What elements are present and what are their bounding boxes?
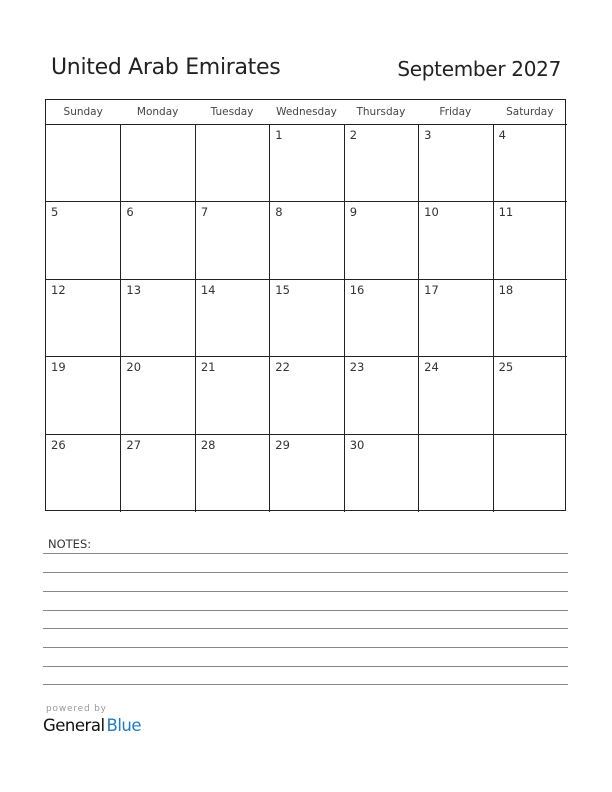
note-line <box>43 591 568 592</box>
note-line <box>43 610 568 611</box>
day-number: 17 <box>424 283 439 297</box>
day-cell <box>418 124 492 201</box>
day-number: 7 <box>200 205 209 219</box>
logo-blue: Blue <box>106 716 142 735</box>
day-cell <box>418 279 492 356</box>
day-number: 16 <box>349 283 365 297</box>
day-number: 19 <box>51 360 66 374</box>
day-cell <box>344 434 418 512</box>
day-number: 6 <box>126 205 134 219</box>
month-title: September 2027 <box>397 57 561 81</box>
day-number: 22 <box>275 360 290 374</box>
weekday-header-friday: Friday <box>439 106 472 118</box>
note-line <box>43 553 568 554</box>
day-number: 23 <box>349 360 365 374</box>
day-cell <box>344 279 418 356</box>
day-number: 25 <box>498 360 514 374</box>
day-cell <box>269 279 343 356</box>
day-number: 20 <box>126 360 142 374</box>
day-number: 14 <box>200 283 216 297</box>
day-number: 28 <box>200 438 216 452</box>
day-cell <box>493 279 567 356</box>
day-number: 26 <box>51 438 66 452</box>
day-cell <box>269 356 343 434</box>
note-line <box>43 647 568 648</box>
day-cell <box>493 356 567 434</box>
country-title: United Arab Emirates <box>51 55 281 80</box>
day-number: 1 <box>275 128 283 142</box>
weekday-header-tuesday: Tuesday <box>210 106 254 118</box>
day-cell <box>195 201 269 279</box>
day-cell <box>46 356 120 434</box>
logo-general: General <box>43 716 105 735</box>
generalblue-logo <box>43 716 141 735</box>
day-number: 15 <box>275 283 290 297</box>
weekday-header-monday: Monday <box>136 106 179 118</box>
day-cell <box>493 434 567 512</box>
day-cell <box>46 201 120 279</box>
day-number: 8 <box>275 205 283 219</box>
day-number: 21 <box>200 360 216 374</box>
day-number: 5 <box>51 205 59 219</box>
day-cell <box>195 434 269 512</box>
day-cell <box>269 124 343 201</box>
note-line <box>43 684 568 685</box>
day-cell <box>418 434 492 512</box>
day-cell <box>195 356 269 434</box>
day-cell <box>120 279 194 356</box>
weekday-header-thursday: Thursday <box>356 106 406 118</box>
day-cell <box>46 279 120 356</box>
day-cell <box>195 124 269 201</box>
day-number: 30 <box>349 438 365 452</box>
day-number: 9 <box>349 205 358 219</box>
day-cell <box>46 434 120 512</box>
day-number: 10 <box>424 205 439 219</box>
day-cell <box>120 201 194 279</box>
day-number: 3 <box>424 128 432 142</box>
day-number: 4 <box>498 128 506 142</box>
day-cell <box>269 434 343 512</box>
note-line <box>43 628 568 629</box>
day-cell <box>120 356 194 434</box>
day-cell <box>344 124 418 201</box>
day-cell <box>195 279 269 356</box>
weekday-header-saturday: Saturday <box>506 106 554 118</box>
day-cell <box>418 201 492 279</box>
notes-label: NOTES: <box>48 537 92 551</box>
powered-by-text: powered by <box>46 704 107 714</box>
day-cell <box>493 124 567 201</box>
day-cell <box>120 124 194 201</box>
day-cell <box>46 124 120 201</box>
note-line <box>43 572 568 573</box>
day-cell <box>269 201 343 279</box>
day-number: 24 <box>424 360 439 374</box>
calendar-grid <box>45 99 566 511</box>
day-number: 18 <box>498 283 514 297</box>
day-number: 13 <box>126 283 142 297</box>
day-cell <box>418 356 492 434</box>
note-line <box>43 666 568 667</box>
day-cell <box>344 201 418 279</box>
day-cell <box>344 356 418 434</box>
weekday-header-wednesday: Wednesday <box>276 106 337 118</box>
day-cell <box>493 201 567 279</box>
day-number: 11 <box>498 205 514 219</box>
day-number: 27 <box>126 438 142 452</box>
weekday-header-sunday: Sunday <box>63 106 103 118</box>
day-number: 29 <box>275 438 290 452</box>
day-cell <box>120 434 194 512</box>
day-number: 2 <box>349 128 358 142</box>
day-number: 12 <box>51 283 66 297</box>
